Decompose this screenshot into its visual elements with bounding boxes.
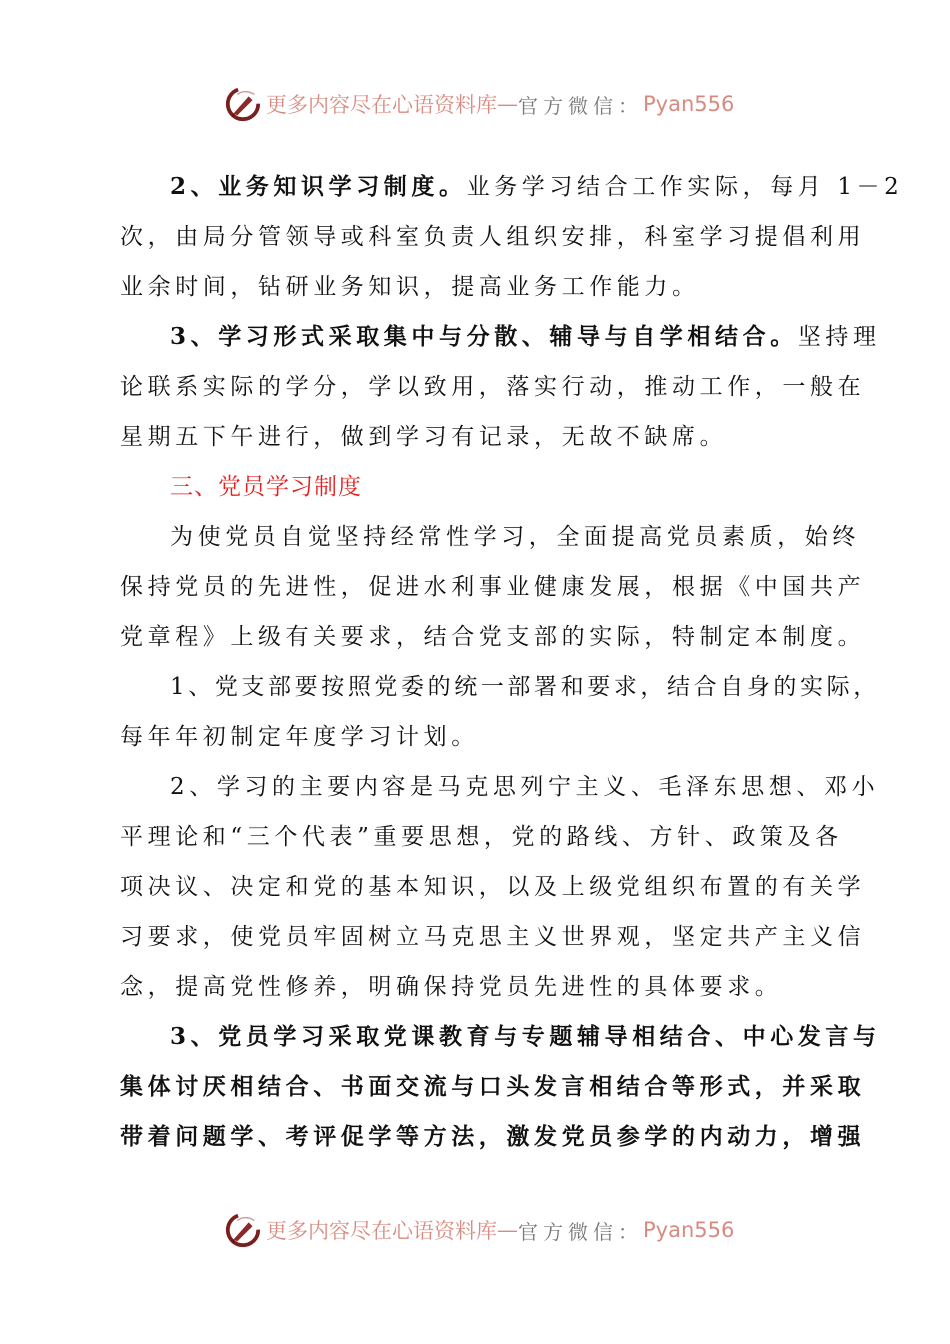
paragraph-item-3 <box>120 1012 881 1162</box>
text-line: 保持党员的先进性，促进水利事业健康发展，根据《中国共产 <box>120 574 866 600</box>
bold-lead: 3、学习形式采取集中与分散、辅导与自学相结合。 <box>170 323 798 350</box>
text-line: 平理论和“三个代表”重要思想，党的路线、方针、政策及各 <box>120 824 843 850</box>
banner-site-text: 更多内容尽在心语资料库 <box>266 1219 497 1243</box>
text-line: 论联系实际的学分，学以致用，落实行动，推动工作，一般在 <box>120 374 866 400</box>
text-line: 习要求，使党员牢固树立马克思主义世界观，坚定共产主义信 <box>120 924 866 950</box>
banner-dash: — <box>497 92 518 116</box>
text-line: 每年年初制定年度学习计划。 <box>120 724 479 750</box>
text-line: 念，提高党性修养，明确保持党员先进性的具体要求。 <box>120 974 783 1000</box>
banner-dash: — <box>497 1218 518 1242</box>
banner-wechat-id: Pyan556 <box>643 92 735 116</box>
bold-lead: 2、业务知识学习制度。 <box>170 173 467 200</box>
text-line: 业务学习结合工作实际，每月 1－2 <box>466 174 904 200</box>
document-body <box>120 162 904 1162</box>
banner-site-text: 更多内容尽在心语资料库 <box>266 93 497 117</box>
text-line: 为使党员自觉坚持经常性学习，全面提高党员素质，始终 <box>170 524 860 550</box>
paragraph-business-study <box>120 162 904 312</box>
quill-logo-icon <box>224 1211 262 1249</box>
footer-watermark-banner <box>224 1210 734 1250</box>
text-line: 带着问题学、考评促学等方法，激发党员参学的内动力，增强 <box>120 1123 866 1150</box>
banner-wechat-id: Pyan556 <box>643 1218 735 1242</box>
text-line: 业余时间，钻研业务知识，提高业务工作能力。 <box>120 274 700 300</box>
header-watermark-banner <box>224 84 734 124</box>
banner-wechat-label: 官方微信： <box>518 1219 643 1244</box>
paragraph-study-form <box>120 312 881 462</box>
text-line: 坚持理 <box>797 324 881 350</box>
text-line: 党章程》上级有关要求，结合党支部的实际，特制定本制度。 <box>120 624 866 650</box>
text-line: 次，由局分管领导或科室负责人组织安排，科室学习提倡利用 <box>120 224 866 250</box>
text-line: 1、党支部要按照党委的统一部署和要求，结合自身的实际， <box>170 674 880 700</box>
paragraph-intro <box>120 512 866 662</box>
quill-logo-icon <box>224 85 262 123</box>
paragraph-item-2 <box>120 762 880 1012</box>
banner-wechat-label: 官方微信： <box>518 93 643 118</box>
text-line: 3、党员学习采取党课教育与专题辅导相结合、中心发言与 <box>170 1023 881 1050</box>
text-line: 项决议、决定和党的基本知识，以及上级党组织布置的有关学 <box>120 874 866 900</box>
section-heading: 三、党员学习制度 <box>170 474 362 500</box>
text-line: 星期五下午进行，做到学习有记录，无故不缺席。 <box>120 424 728 450</box>
paragraph-item-1 <box>120 662 880 762</box>
text-line: 集体讨厌相结合、书面交流与口头发言相结合等形式，并采取 <box>120 1073 866 1100</box>
text-line: 2、学习的主要内容是马克思列宁主义、毛泽东思想、邓小 <box>170 774 880 800</box>
